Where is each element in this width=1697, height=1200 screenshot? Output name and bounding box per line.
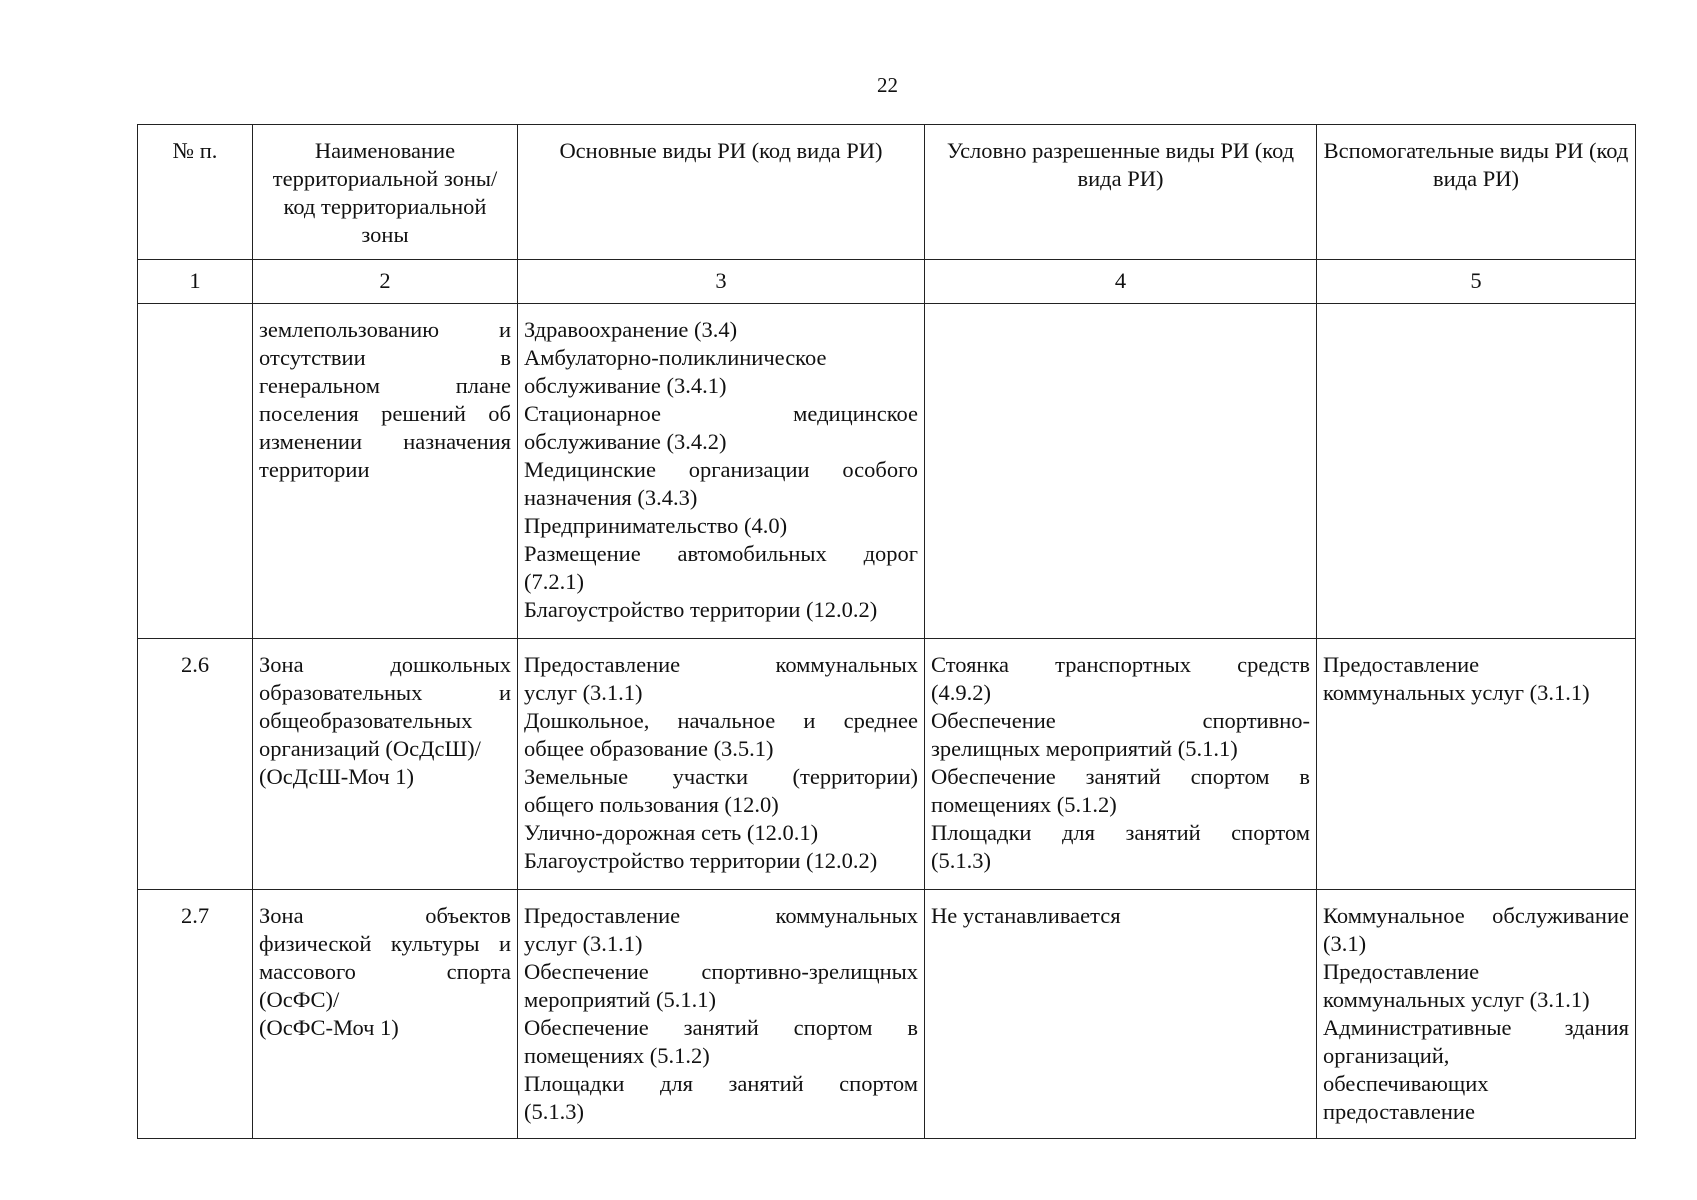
cell-text-line: территории (259, 457, 370, 482)
cell-text-line: Административные здания (1323, 1015, 1629, 1040)
cell-text-line: Обеспечение занятий спортом в (931, 764, 1310, 789)
column-number: 5 (1317, 260, 1636, 304)
cell-text-line: Предоставление коммунальных (524, 652, 918, 677)
cell-text-line: общее образование (3.5.1) (524, 736, 774, 761)
column-number-row (138, 260, 1636, 304)
cell-text-line: Стоянка транспортных средств (931, 652, 1310, 677)
cell-text-line: Предоставление (1323, 652, 1480, 677)
cell-text-line: Медицинские организации особого (524, 457, 918, 482)
cell-main-uses (518, 639, 925, 890)
column-number: 2 (253, 260, 518, 304)
cell-zone-name (253, 890, 518, 1139)
zones-table (137, 124, 1636, 1139)
cell-text-line: (ОсДсШ-Моч 1) (259, 764, 415, 789)
header-auxiliary-uses: Вспомогательные виды РИ (код вида РИ) (1317, 125, 1636, 260)
cell-text-line: организаций, (1323, 1043, 1450, 1068)
cell-text-line: Здравоохранение (3.4) (524, 317, 738, 342)
cell-text-line: Благоустройство территории (12.0.2) (524, 848, 878, 873)
cell-text-line: Обеспечение спортивно-зрелищных (524, 959, 918, 984)
cell-text-line: физической культуры и (259, 931, 511, 956)
cell-text-line: (5.1.3) (524, 1099, 584, 1124)
cell-text-line: Предоставление коммунальных (524, 903, 918, 928)
cell-main-uses (518, 304, 925, 639)
cell-text-line: обслуживание (3.4.1) (524, 373, 727, 398)
table-row (138, 639, 1636, 890)
cell-text-line: Площадки для занятий спортом (931, 820, 1310, 845)
cell-conditional-uses (925, 304, 1317, 639)
cell-text-line: (ОсФС)/ (259, 987, 340, 1012)
cell-conditional-uses (925, 890, 1317, 1139)
cell-text-line: Предпринимательство (4.0) (524, 513, 788, 538)
cell-text-line: Площадки для занятий спортом (524, 1071, 918, 1096)
cell-zone-name (253, 639, 518, 890)
header-number: № п. (138, 125, 253, 260)
cell-text-line: массового спорта (259, 959, 511, 984)
cell-text-line: Обеспечение занятий спортом в (524, 1015, 918, 1040)
cell-text-line: отсутствии в (259, 345, 511, 370)
cell-text-line: (4.9.2) (931, 680, 991, 705)
cell-text-line: Коммунальное обслуживание (1323, 903, 1629, 928)
cell-text-line: услуг (3.1.1) (524, 931, 643, 956)
cell-text-line: Благоустройство территории (12.0.2) (524, 597, 878, 622)
cell-number: 2.6 (138, 639, 253, 890)
header-main-uses: Основные виды РИ (код вида РИ) (518, 125, 925, 260)
cell-conditional-uses (925, 639, 1317, 890)
cell-number (138, 304, 253, 639)
cell-text-line: предоставление (1323, 1099, 1475, 1124)
cell-text-line: (7.2.1) (524, 569, 584, 594)
cell-text-line: коммунальных услуг (3.1.1) (1323, 680, 1590, 705)
cell-text-line: Не устанавливается (931, 903, 1121, 928)
cell-text-line: образовательных и (259, 680, 511, 705)
cell-text-line: услуг (3.1.1) (524, 680, 643, 705)
cell-auxiliary-uses (1317, 890, 1636, 1139)
cell-text-line: Зона дошкольных (259, 652, 511, 677)
header-conditional-uses: Условно разрешенные виды РИ (код вида РИ) (925, 125, 1317, 260)
cell-auxiliary-uses (1317, 304, 1636, 639)
cell-text-line: (5.1.3) (931, 848, 991, 873)
cell-text-line: Дошкольное, начальное и среднее (524, 708, 918, 733)
table-row (138, 304, 1636, 639)
header-row (138, 125, 1636, 260)
cell-text-line: Зона объектов (259, 903, 511, 928)
cell-text-line: Амбулаторно-поликлиническое (524, 345, 827, 370)
page-number: 22 (877, 73, 898, 97)
column-number: 4 (925, 260, 1317, 304)
cell-text-line: Размещение автомобильных дорог (524, 541, 918, 566)
cell-auxiliary-uses (1317, 639, 1636, 890)
cell-text-line: мероприятий (5.1.1) (524, 987, 716, 1012)
cell-main-uses (518, 890, 925, 1139)
cell-text-line: землепользованию и (259, 317, 511, 342)
column-number: 3 (518, 260, 925, 304)
cell-text-line: организаций (ОсДсШ)/ (259, 736, 481, 761)
cell-text-line: Улично-дорожная сеть (12.0.1) (524, 820, 819, 845)
cell-text-line: поселения решений об (259, 401, 511, 426)
column-number: 1 (138, 260, 253, 304)
cell-zone-name (253, 304, 518, 639)
header-zone-name: Наименование территориальной зоны/код территориальной зоны (253, 125, 518, 260)
cell-text-line: генеральном плане (259, 373, 511, 398)
cell-text-line: Земельные участки (территории) (524, 764, 918, 789)
cell-number: 2.7 (138, 890, 253, 1139)
cell-text-line: Предоставление (1323, 959, 1480, 984)
cell-text-line: (3.1) (1323, 931, 1367, 956)
table-row (138, 890, 1636, 1139)
cell-text-line: помещениях (5.1.2) (931, 792, 1117, 817)
cell-text-line: Стационарное медицинское (524, 401, 918, 426)
cell-text-line: помещениях (5.1.2) (524, 1043, 710, 1068)
cell-text-line: обслуживание (3.4.2) (524, 429, 727, 454)
cell-text-line: обеспечивающих (1323, 1071, 1489, 1096)
cell-text-line: общеобразовательных (259, 708, 473, 733)
cell-text-line: зрелищных мероприятий (5.1.1) (931, 736, 1238, 761)
cell-text-line: (ОсФС-Моч 1) (259, 1015, 399, 1040)
cell-text-line: назначения (3.4.3) (524, 485, 698, 510)
cell-text-line: изменении назначения (259, 429, 511, 454)
cell-text-line: общего пользования (12.0) (524, 792, 779, 817)
cell-text-line: Обеспечение спортивно- (931, 708, 1310, 733)
cell-text-line: коммунальных услуг (3.1.1) (1323, 987, 1590, 1012)
